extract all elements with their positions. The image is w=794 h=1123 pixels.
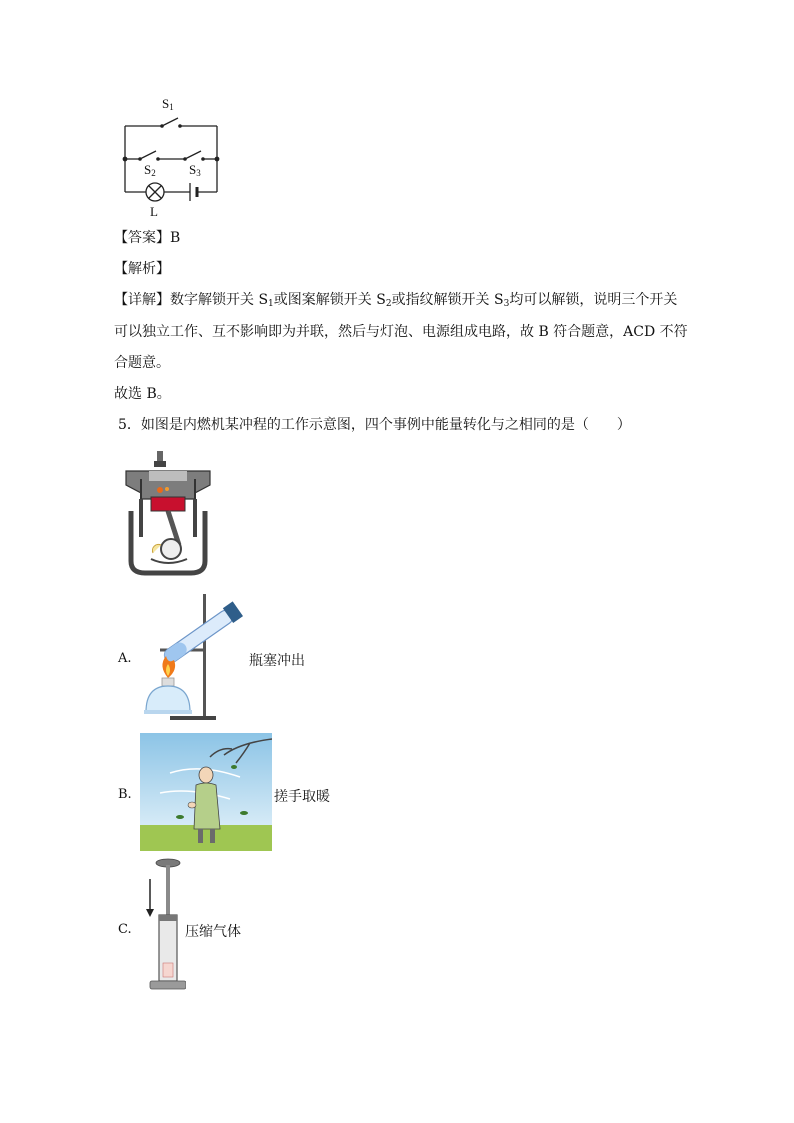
switch-s2-label: $S_2$	[144, 162, 156, 178]
engine-stroke-diagram	[123, 449, 213, 579]
detail-line-1: 【详解】数字解锁开关 $S_1$或图案解锁开关 $S_2$或指纹解锁开关 $S_3$均可以解锁，说明三个开关	[114, 292, 678, 309]
option-c-letter: C.	[118, 922, 132, 937]
option-c-caption: 压缩气体	[185, 924, 241, 940]
option-b-caption: 搓手取暖	[274, 789, 330, 805]
switch-s3-label: $S_3$	[189, 162, 201, 178]
circuit-diagram	[110, 92, 235, 220]
detail-line-3: 合题意。	[114, 355, 170, 371]
compression-cylinder	[140, 857, 186, 993]
analysis-heading: 【解析】	[114, 261, 170, 277]
answer-label: 【答案】	[114, 230, 170, 246]
rubbing-hands-scene	[140, 733, 272, 851]
question-5: 5．如图是内燃机某冲程的工作示意图，四个事例中能量转化与之相同的是（ ）	[118, 417, 631, 433]
option-b-letter: B.	[118, 787, 132, 802]
lamp-label: L	[150, 204, 158, 219]
detail-conclusion: 故选 B。	[114, 386, 171, 402]
test-tube-burner	[140, 590, 250, 722]
detail-line-2: 可以独立工作、互不影响即为并联，然后与灯泡、电源组成电路，故 B 符合题意，ACD 不符	[114, 324, 688, 340]
engine-illustration	[123, 449, 213, 579]
option-b-illustration	[140, 733, 272, 851]
answer-line	[114, 229, 180, 247]
switch-s1-label: $S_1$	[162, 96, 174, 112]
option-a-caption: 瓶塞冲出	[249, 653, 305, 669]
option-a-letter: A.	[118, 651, 132, 666]
option-c-illustration	[140, 857, 186, 993]
answer-value: B	[170, 230, 181, 246]
detail-label: 【详解】	[114, 292, 170, 308]
option-a-illustration	[140, 590, 250, 722]
